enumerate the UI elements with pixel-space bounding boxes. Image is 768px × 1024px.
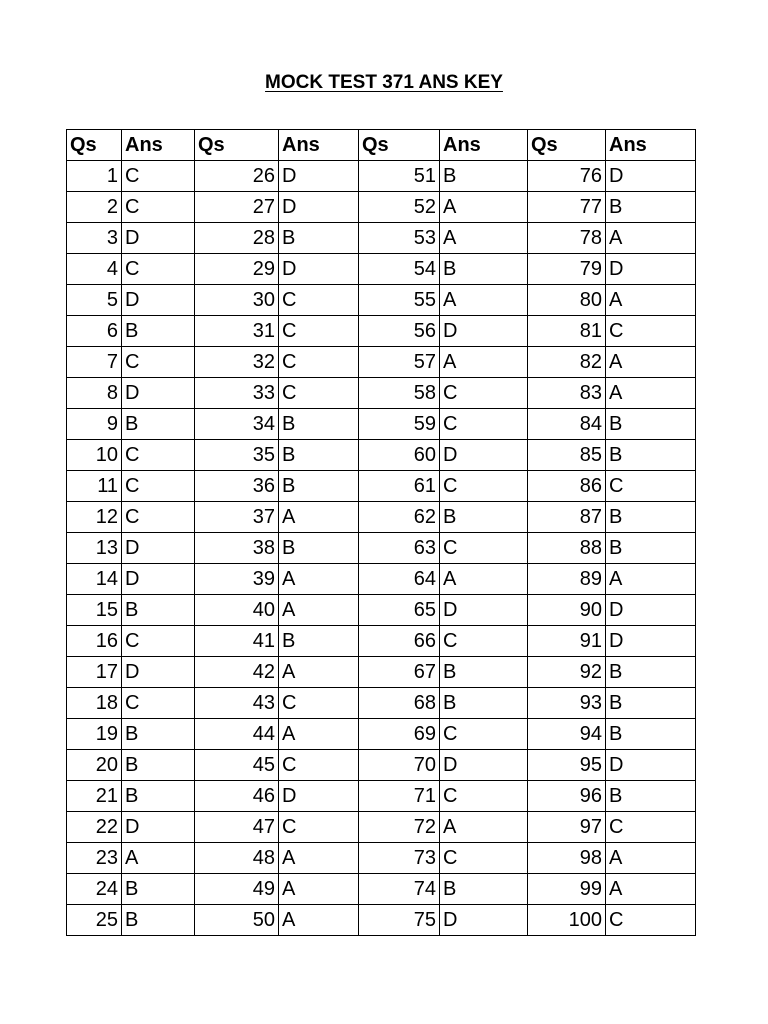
answer-cell: C (440, 471, 528, 502)
answer-cell: B (440, 161, 528, 192)
table-row (67, 905, 696, 936)
answer-cell: B (279, 440, 359, 471)
answer-cell: C (279, 378, 359, 409)
question-number-cell: 33 (195, 378, 279, 409)
question-number-cell: 10 (67, 440, 122, 471)
question-number-cell: 43 (195, 688, 279, 719)
answer-cell: B (606, 409, 696, 440)
question-number-cell: 80 (528, 285, 606, 316)
question-number-cell: 88 (528, 533, 606, 564)
header-ans: Ans (122, 130, 195, 161)
question-number-cell: 72 (359, 812, 440, 843)
question-number-cell: 14 (67, 564, 122, 595)
question-number-cell: 59 (359, 409, 440, 440)
table-row (67, 595, 696, 626)
question-number-cell: 18 (67, 688, 122, 719)
answer-cell: C (122, 254, 195, 285)
question-number-cell: 45 (195, 750, 279, 781)
question-number-cell: 40 (195, 595, 279, 626)
question-number-cell: 30 (195, 285, 279, 316)
answer-cell: D (122, 533, 195, 564)
table-row (67, 316, 696, 347)
answer-cell: D (606, 254, 696, 285)
answer-cell: C (606, 905, 696, 936)
answer-cell: C (279, 750, 359, 781)
answer-cell: C (279, 812, 359, 843)
question-number-cell: 2 (67, 192, 122, 223)
question-number-cell: 81 (528, 316, 606, 347)
answer-cell: A (279, 843, 359, 874)
answer-key-table (66, 129, 696, 936)
table-row (67, 409, 696, 440)
table-row (67, 161, 696, 192)
question-number-cell: 47 (195, 812, 279, 843)
answer-cell: B (122, 750, 195, 781)
header-qs: Qs (195, 130, 279, 161)
question-number-cell: 97 (528, 812, 606, 843)
answer-cell: C (279, 688, 359, 719)
answer-cell: B (606, 657, 696, 688)
answer-cell: D (440, 905, 528, 936)
answer-cell: C (279, 285, 359, 316)
header-qs: Qs (359, 130, 440, 161)
answer-cell: C (122, 161, 195, 192)
table-row (67, 254, 696, 285)
answer-cell: C (122, 502, 195, 533)
question-number-cell: 83 (528, 378, 606, 409)
question-number-cell: 50 (195, 905, 279, 936)
answer-cell: D (606, 626, 696, 657)
answer-cell: D (279, 254, 359, 285)
answer-cell: B (122, 409, 195, 440)
answer-cell: D (122, 657, 195, 688)
question-number-cell: 76 (528, 161, 606, 192)
question-number-cell: 51 (359, 161, 440, 192)
question-number-cell: 44 (195, 719, 279, 750)
question-number-cell: 71 (359, 781, 440, 812)
answer-cell: D (606, 750, 696, 781)
question-number-cell: 92 (528, 657, 606, 688)
question-number-cell: 4 (67, 254, 122, 285)
answer-cell: B (606, 192, 696, 223)
header-row (67, 130, 696, 161)
answer-cell: A (440, 223, 528, 254)
question-number-cell: 9 (67, 409, 122, 440)
question-number-cell: 56 (359, 316, 440, 347)
question-number-cell: 77 (528, 192, 606, 223)
question-number-cell: 68 (359, 688, 440, 719)
answer-cell: A (606, 874, 696, 905)
table-row (67, 285, 696, 316)
answer-cell: A (279, 564, 359, 595)
table-row (67, 750, 696, 781)
answer-cell: B (279, 626, 359, 657)
answer-cell: A (440, 564, 528, 595)
answer-cell: A (606, 843, 696, 874)
answer-cell: D (122, 812, 195, 843)
answer-cell: A (606, 378, 696, 409)
answer-cell: A (279, 657, 359, 688)
question-number-cell: 63 (359, 533, 440, 564)
question-number-cell: 70 (359, 750, 440, 781)
question-number-cell: 90 (528, 595, 606, 626)
answer-cell: C (606, 471, 696, 502)
question-number-cell: 48 (195, 843, 279, 874)
question-number-cell: 15 (67, 595, 122, 626)
answer-cell: A (279, 502, 359, 533)
answer-cell: C (122, 347, 195, 378)
answer-cell: B (440, 254, 528, 285)
answer-cell: B (440, 657, 528, 688)
question-number-cell: 73 (359, 843, 440, 874)
question-number-cell: 1 (67, 161, 122, 192)
answer-cell: C (606, 316, 696, 347)
answer-cell: B (279, 223, 359, 254)
answer-cell: B (440, 502, 528, 533)
question-number-cell: 42 (195, 657, 279, 688)
table-row (67, 874, 696, 905)
answer-rows (67, 161, 696, 936)
question-number-cell: 32 (195, 347, 279, 378)
question-number-cell: 35 (195, 440, 279, 471)
answer-cell: D (122, 285, 195, 316)
question-number-cell: 85 (528, 440, 606, 471)
table-row (67, 843, 696, 874)
question-number-cell: 99 (528, 874, 606, 905)
table-row (67, 781, 696, 812)
question-number-cell: 5 (67, 285, 122, 316)
answer-cell: C (440, 719, 528, 750)
question-number-cell: 38 (195, 533, 279, 564)
answer-cell: B (606, 719, 696, 750)
header-qs: Qs (67, 130, 122, 161)
question-number-cell: 79 (528, 254, 606, 285)
question-number-cell: 69 (359, 719, 440, 750)
table-row (67, 564, 696, 595)
question-number-cell: 31 (195, 316, 279, 347)
table-row (67, 378, 696, 409)
question-number-cell: 49 (195, 874, 279, 905)
question-number-cell: 61 (359, 471, 440, 502)
answer-cell: C (122, 192, 195, 223)
question-number-cell: 20 (67, 750, 122, 781)
question-number-cell: 13 (67, 533, 122, 564)
question-number-cell: 96 (528, 781, 606, 812)
question-number-cell: 19 (67, 719, 122, 750)
answer-cell: D (440, 316, 528, 347)
table-row (67, 812, 696, 843)
question-number-cell: 16 (67, 626, 122, 657)
question-number-cell: 12 (67, 502, 122, 533)
question-number-cell: 17 (67, 657, 122, 688)
answer-cell: B (606, 781, 696, 812)
answer-cell: A (606, 564, 696, 595)
answer-cell: D (279, 161, 359, 192)
answer-cell: A (606, 223, 696, 254)
answer-cell: B (122, 316, 195, 347)
header-ans: Ans (606, 130, 696, 161)
answer-cell: B (606, 502, 696, 533)
question-number-cell: 58 (359, 378, 440, 409)
table-row (67, 471, 696, 502)
table-row (67, 347, 696, 378)
question-number-cell: 74 (359, 874, 440, 905)
answer-cell: A (606, 285, 696, 316)
question-number-cell: 29 (195, 254, 279, 285)
question-number-cell: 41 (195, 626, 279, 657)
answer-cell: C (122, 688, 195, 719)
answer-cell: B (440, 874, 528, 905)
answer-cell: B (279, 533, 359, 564)
answer-cell: D (122, 378, 195, 409)
header-ans: Ans (440, 130, 528, 161)
answer-cell: C (122, 626, 195, 657)
answer-cell: A (279, 595, 359, 626)
answer-cell: A (440, 192, 528, 223)
table-row (67, 533, 696, 564)
answer-cell: B (122, 719, 195, 750)
question-number-cell: 25 (67, 905, 122, 936)
answer-cell: D (279, 192, 359, 223)
question-number-cell: 55 (359, 285, 440, 316)
question-number-cell: 36 (195, 471, 279, 502)
answer-cell: A (440, 347, 528, 378)
table-row (67, 719, 696, 750)
question-number-cell: 78 (528, 223, 606, 254)
answer-cell: B (606, 688, 696, 719)
answer-cell: B (606, 440, 696, 471)
question-number-cell: 8 (67, 378, 122, 409)
answer-cell: C (440, 781, 528, 812)
question-number-cell: 28 (195, 223, 279, 254)
question-number-cell: 86 (528, 471, 606, 502)
answer-cell: D (122, 564, 195, 595)
question-number-cell: 64 (359, 564, 440, 595)
question-number-cell: 22 (67, 812, 122, 843)
answer-cell: A (279, 874, 359, 905)
question-number-cell: 27 (195, 192, 279, 223)
table-row (67, 223, 696, 254)
question-number-cell: 67 (359, 657, 440, 688)
answer-cell: B (122, 905, 195, 936)
question-number-cell: 7 (67, 347, 122, 378)
question-number-cell: 93 (528, 688, 606, 719)
table-row (67, 657, 696, 688)
question-number-cell: 62 (359, 502, 440, 533)
question-number-cell: 65 (359, 595, 440, 626)
question-number-cell: 75 (359, 905, 440, 936)
answer-cell: D (606, 595, 696, 626)
answer-cell: A (279, 905, 359, 936)
table-row (67, 626, 696, 657)
question-number-cell: 21 (67, 781, 122, 812)
answer-cell: D (606, 161, 696, 192)
answer-cell: C (279, 347, 359, 378)
answer-cell: C (440, 626, 528, 657)
answer-cell: D (440, 595, 528, 626)
question-number-cell: 11 (67, 471, 122, 502)
question-number-cell: 46 (195, 781, 279, 812)
question-number-cell: 100 (528, 905, 606, 936)
answer-cell: D (440, 440, 528, 471)
header-qs: Qs (528, 130, 606, 161)
answer-cell: C (440, 378, 528, 409)
question-number-cell: 57 (359, 347, 440, 378)
question-number-cell: 66 (359, 626, 440, 657)
answer-cell: C (440, 843, 528, 874)
question-number-cell: 24 (67, 874, 122, 905)
answer-cell: A (440, 812, 528, 843)
table-row (67, 502, 696, 533)
table-row (67, 192, 696, 223)
question-number-cell: 53 (359, 223, 440, 254)
question-number-cell: 87 (528, 502, 606, 533)
question-number-cell: 37 (195, 502, 279, 533)
answer-cell: C (122, 471, 195, 502)
answer-cell: B (122, 781, 195, 812)
question-number-cell: 60 (359, 440, 440, 471)
answer-cell: D (440, 750, 528, 781)
answer-cell: B (440, 688, 528, 719)
table-row (67, 440, 696, 471)
answer-cell: A (122, 843, 195, 874)
question-number-cell: 94 (528, 719, 606, 750)
header-ans: Ans (279, 130, 359, 161)
question-number-cell: 26 (195, 161, 279, 192)
answer-cell: A (279, 719, 359, 750)
answer-cell: B (606, 533, 696, 564)
question-number-cell: 34 (195, 409, 279, 440)
answer-cell: C (606, 812, 696, 843)
answer-cell: B (122, 874, 195, 905)
page-title: MOCK TEST 371 ANS KEY (265, 72, 503, 93)
answer-cell: C (122, 440, 195, 471)
table-row (67, 688, 696, 719)
question-number-cell: 6 (67, 316, 122, 347)
question-number-cell: 95 (528, 750, 606, 781)
answer-cell: B (279, 471, 359, 502)
question-number-cell: 98 (528, 843, 606, 874)
answer-cell: A (440, 285, 528, 316)
answer-cell: A (606, 347, 696, 378)
answer-cell: C (279, 316, 359, 347)
answer-cell: C (440, 409, 528, 440)
answer-cell: C (440, 533, 528, 564)
question-number-cell: 89 (528, 564, 606, 595)
question-number-cell: 54 (359, 254, 440, 285)
answer-cell: D (279, 781, 359, 812)
question-number-cell: 82 (528, 347, 606, 378)
answer-cell: D (122, 223, 195, 254)
question-number-cell: 91 (528, 626, 606, 657)
question-number-cell: 52 (359, 192, 440, 223)
question-number-cell: 23 (67, 843, 122, 874)
answer-cell: B (122, 595, 195, 626)
question-number-cell: 84 (528, 409, 606, 440)
question-number-cell: 39 (195, 564, 279, 595)
question-number-cell: 3 (67, 223, 122, 254)
answer-cell: B (279, 409, 359, 440)
